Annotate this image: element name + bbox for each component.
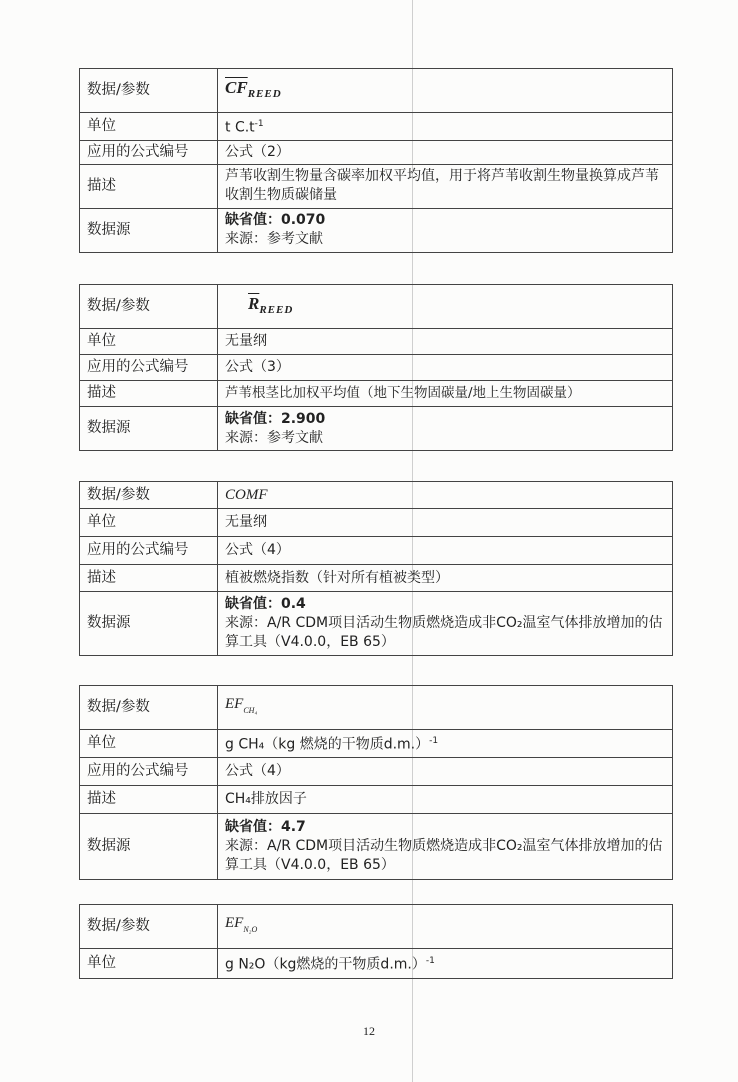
formula-label: 应用的公式编号 xyxy=(80,758,218,786)
param-label: 数据/参数 xyxy=(80,482,218,509)
formula-label: 应用的公式编号 xyxy=(80,140,218,164)
table-row xyxy=(80,381,673,407)
table-row xyxy=(80,949,673,979)
table-row xyxy=(80,208,673,252)
default-label: 缺省值： xyxy=(225,212,281,229)
table-row xyxy=(80,407,673,451)
table-row xyxy=(80,285,673,329)
table-row xyxy=(80,730,673,758)
table-row xyxy=(80,686,673,730)
desc-value: 芦苇根茎比加权平均值（地下生物固碳量/地上生物固碳量） xyxy=(218,381,673,407)
param-label: 数据/参数 xyxy=(80,686,218,730)
param-symbol: $\overline{R}_{REED}$ xyxy=(218,285,673,329)
table-row xyxy=(80,814,673,880)
desc-label: 描述 xyxy=(80,164,218,208)
source-value xyxy=(218,407,673,451)
unit-value: g CH₄（kg 燃烧的干物质d.m.）$^{-1}$ xyxy=(218,730,673,758)
param-symbol: $EF_{CH_4}$ xyxy=(218,686,673,730)
unit-value: 无量纲 xyxy=(218,509,673,537)
param-table-ef-ch4 xyxy=(79,685,673,880)
desc-value: CH₄排放因子 xyxy=(218,786,673,814)
param-label: 数据/参数 xyxy=(80,285,218,329)
formula-value: 公式（4） xyxy=(218,537,673,565)
desc-label: 描述 xyxy=(80,381,218,407)
unit-label: 单位 xyxy=(80,949,218,979)
unit-value: 无量纲 xyxy=(218,329,673,355)
param-label: 数据/参数 xyxy=(80,905,218,949)
default-label: 缺省值： xyxy=(225,596,281,612)
default-value: 0.4 xyxy=(281,596,306,612)
unit-label: 单位 xyxy=(80,329,218,355)
desc-value: 植被燃烧指数（针对所有植被类型） xyxy=(218,565,673,592)
unit-value: g N₂O（kg燃烧的干物质d.m.）$^{-1}$ xyxy=(218,949,673,979)
unit-label: 单位 xyxy=(80,113,218,141)
default-label: 缺省值： xyxy=(225,819,281,835)
formula-value: 公式（3） xyxy=(218,355,673,381)
param-symbol: COMF xyxy=(218,482,673,509)
source-label: 数据源 xyxy=(80,592,218,656)
default-value: 2.900 xyxy=(281,410,326,427)
formula-label: 应用的公式编号 xyxy=(80,355,218,381)
source-label: 数据源 xyxy=(80,208,218,252)
param-table-r-reed xyxy=(79,284,673,451)
table-row xyxy=(80,592,673,656)
table-row xyxy=(80,786,673,814)
page-number: 12 xyxy=(363,1024,375,1038)
table-row xyxy=(80,565,673,592)
param-symbol: $EF_{N_2O}$ xyxy=(218,905,673,949)
desc-label: 描述 xyxy=(80,565,218,592)
table-row xyxy=(80,482,673,509)
table-row xyxy=(80,69,673,113)
source-label: 数据源 xyxy=(80,814,218,880)
table-row xyxy=(80,905,673,949)
param-table-comf xyxy=(79,481,673,656)
formula-value: 公式（2） xyxy=(218,140,673,164)
table-row xyxy=(80,140,673,164)
source-text: 来源：参考文献 xyxy=(225,429,323,446)
unit-value: t $C.t^{-1}$ xyxy=(218,113,673,141)
desc-value: 芦苇收割生物量含碳率加权平均值，用于将芦苇收割生物量换算成芦苇收割生物质碳储量 xyxy=(218,164,673,208)
source-value xyxy=(218,592,673,656)
param-table-cf-reed xyxy=(79,68,673,253)
table-row xyxy=(80,329,673,355)
desc-label: 描述 xyxy=(80,786,218,814)
source-value xyxy=(218,814,673,880)
unit-label: 单位 xyxy=(80,509,218,537)
formula-value: 公式（4） xyxy=(218,758,673,786)
default-label: 缺省值： xyxy=(225,410,281,427)
param-label: 数据/参数 xyxy=(80,69,218,113)
default-value: 4.7 xyxy=(281,819,306,835)
table-row xyxy=(80,164,673,208)
table-row xyxy=(80,758,673,786)
source-label: 数据源 xyxy=(80,407,218,451)
source-text: 来源：参考文献 xyxy=(225,231,323,248)
param-symbol: $\overline{CF}_{REED}$ xyxy=(218,69,673,113)
source-text: 来源：A/R CDM项目活动生物质燃烧造成非CO₂温室气体排放增加的估算工具（V4.0.0，EB 65） xyxy=(225,838,663,873)
table-row xyxy=(80,509,673,537)
table-row xyxy=(80,537,673,565)
formula-label: 应用的公式编号 xyxy=(80,537,218,565)
default-value: 0.070 xyxy=(281,212,326,229)
unit-label: 单位 xyxy=(80,730,218,758)
table-row xyxy=(80,355,673,381)
table-row xyxy=(80,113,673,141)
source-text: 来源：A/R CDM项目活动生物质燃烧造成非CO₂温室气体排放增加的估算工具（V4.0.0，EB 65） xyxy=(225,615,663,650)
param-table-ef-n2o xyxy=(79,904,673,979)
source-value xyxy=(218,208,673,252)
